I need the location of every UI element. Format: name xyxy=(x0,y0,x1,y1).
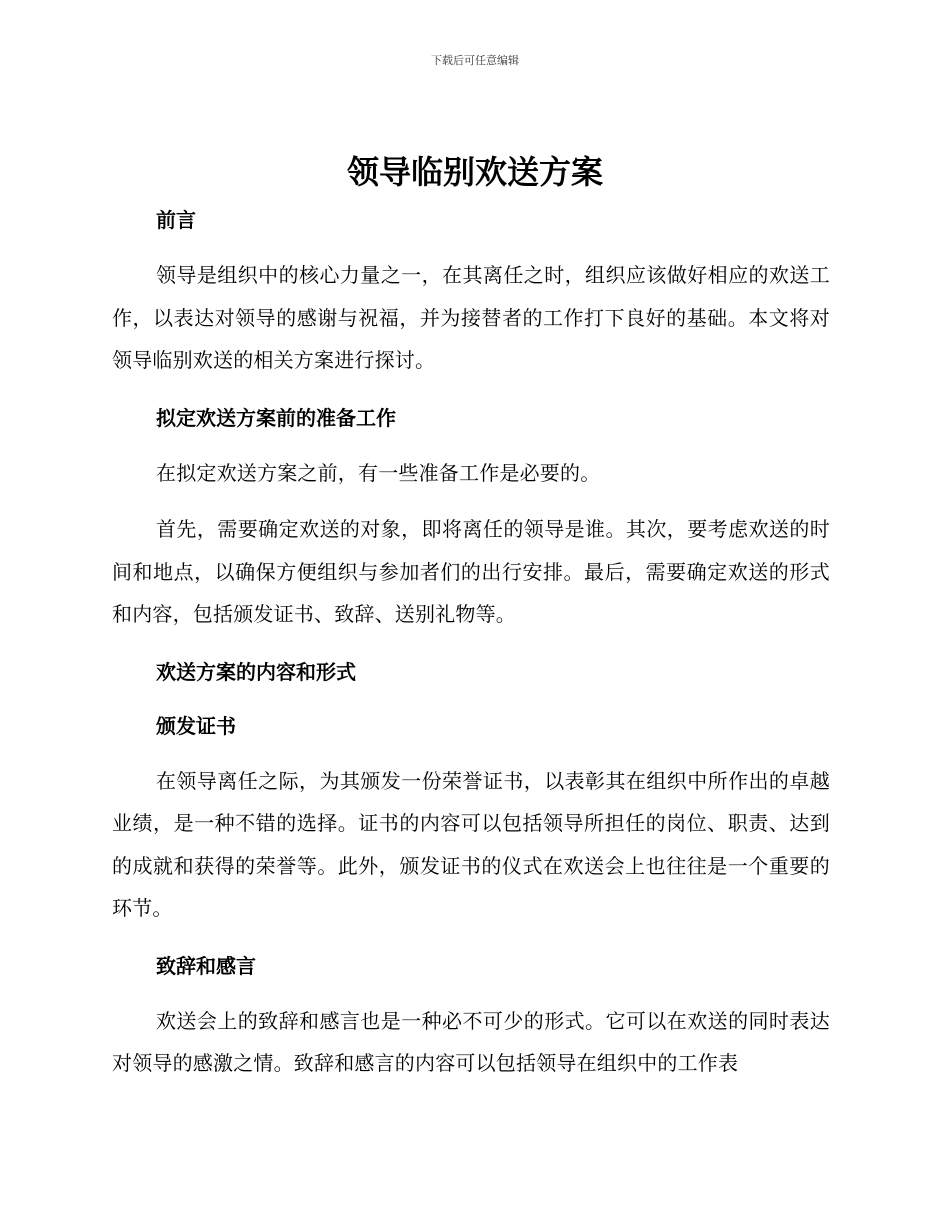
section-heading-certificate: 颁发证书 xyxy=(156,713,236,738)
paragraph-preface: 领导是组织中的核心力量之一，在其离任之时，组织应该做好相应的欢送工作，以表达对领导的感谢与祝福，并为接替者的工作打下良好的基础。本文将对领导临别欢送的相关方案进行探讨。 xyxy=(112,263,830,372)
paragraph-preparation-intro: 在拟定欢送方案之前，有一些准备工作是必要的。 xyxy=(156,460,601,485)
paragraph-certificate: 在领导离任之际，为其颁发一份荣誉证书，以表彰其在组织中所作出的卓越业绩，是一种不错的选择。证书的内容可以包括领导所担任的岗位、职责、达到的成就和获得的荣誉等。此外，颁发证书的仪式在欢送会上也往往是一个重要的环节。 xyxy=(112,768,830,920)
document-body xyxy=(112,200,830,1085)
paragraph-speech: 欢送会上的致辞和感言也是一种必不可少的形式。它可以在欢送的同时表达对领导的感激之情。致辞和感言的内容可以包括领导在组织中的工作表 xyxy=(112,1008,830,1075)
section-heading-preface: 前言 xyxy=(156,208,196,232)
section-heading-speech: 致辞和感言 xyxy=(156,953,256,978)
section-heading-content-form: 欢送方案的内容和形式 xyxy=(156,659,356,684)
section-heading-preparation: 拟定欢送方案前的准备工作 xyxy=(156,405,396,430)
document-title: 领导临别欢送方案 xyxy=(346,153,603,191)
header-note: 下载后可任意编辑 xyxy=(431,54,519,67)
paragraph-preparation: 首先，需要确定欢送的对象，即将离任的领导是谁。其次，要考虑欢送的时间和地点，以确保方便组织与参加者们的出行安排。最后，需要确定欢送的形式和内容，包括颁发证书、致辞、送别礼物等。 xyxy=(112,517,830,626)
